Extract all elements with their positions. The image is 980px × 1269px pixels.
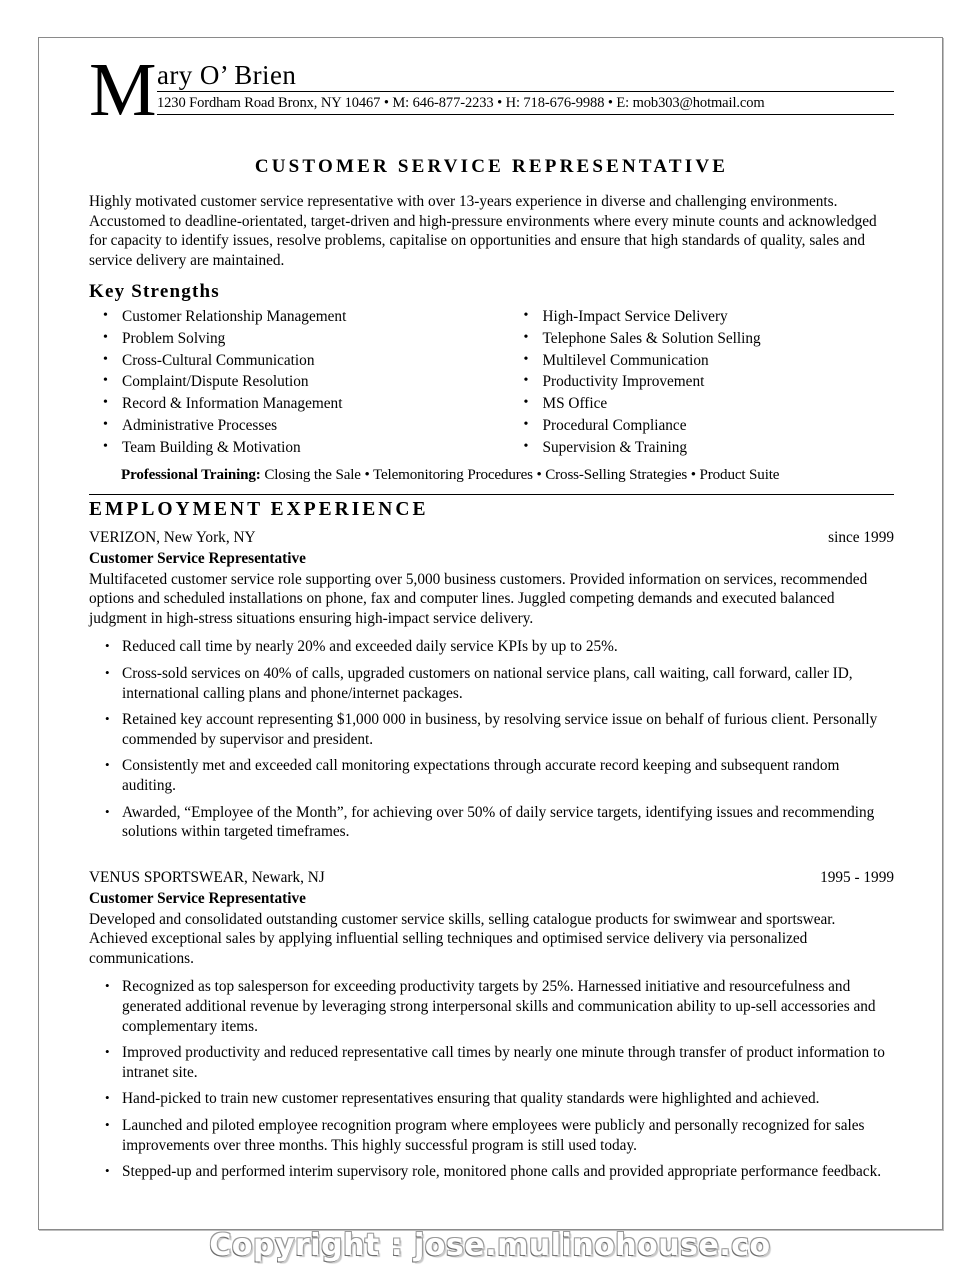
list-item: • Supervision & Training bbox=[510, 437, 895, 459]
employment-divider bbox=[89, 494, 894, 495]
list-item: • MS Office bbox=[510, 393, 895, 415]
job-title: Customer Service Representative bbox=[89, 549, 306, 567]
contact-divider bbox=[157, 114, 894, 115]
job-dates: 1995 - 1999 bbox=[820, 868, 894, 886]
resume-header bbox=[89, 48, 894, 142]
resume-content bbox=[89, 48, 894, 1189]
list-item: • Problem Solving bbox=[89, 328, 492, 350]
list-item: • Administrative Processes bbox=[89, 415, 492, 437]
job-dates: since 1999 bbox=[828, 528, 894, 546]
job-entry-verizon bbox=[89, 528, 894, 842]
professional-training-value: Closing the Sale • Telemonitoring Procedures • Cross-Selling Strategies • Product Suite bbox=[264, 466, 780, 483]
list-item: • Productivity Improvement bbox=[510, 371, 895, 393]
professional-summary: Highly motivated customer service representative with over 13-years experience in diverse and challenging environments. Accustomed to deadline-orientated, target-driven and high-pressure environments where every minute counts and acknowledged for capacity to identify issues, resolve problems, capitalise on opportunities and ensure that high standards of quality, sales and service delivery are maintained. bbox=[89, 193, 877, 269]
key-strengths-right-list bbox=[510, 306, 895, 459]
key-strengths-columns bbox=[89, 306, 894, 459]
list-item: • Procedural Compliance bbox=[510, 415, 895, 437]
job-company: VENUS SPORTSWEAR, Newark, NJ bbox=[89, 868, 325, 886]
list-item: • Recognized as top salesperson for exceeding productivity targets by 25%. Harnessed initiative and resourcefulness and generated additional revenue by leveraging strong interpersonal skills and communication ability to up-sell accessories and complementary items. bbox=[89, 977, 894, 1036]
contact-info: 1230 Fordham Road Bronx, NY 10467 • M: 646-877-2233 • H: 718-676-9988 • E: mob303@hotmail.com bbox=[157, 95, 765, 111]
job-header bbox=[89, 528, 894, 548]
list-item: • Improved productivity and reduced representative call times by nearly one minute through transfer of product information to intranet site. bbox=[89, 1043, 894, 1082]
copyright-watermark: Copyright : jose.mulinohouse.co bbox=[209, 1228, 771, 1263]
list-item: • Cross-Cultural Communication bbox=[89, 350, 492, 372]
professional-training-label: Professional Training: bbox=[121, 466, 261, 483]
resume-page bbox=[38, 37, 943, 1230]
job-achievements-list bbox=[89, 977, 894, 1181]
job-entry-venus-sportswear bbox=[89, 868, 894, 1182]
list-item: • Hand-picked to train new customer representatives ensuring that quality standards were highlighted and achieved. bbox=[89, 1089, 894, 1109]
job-header bbox=[89, 868, 894, 888]
key-strengths-left-list bbox=[89, 306, 492, 459]
list-item: • Retained key account representing $1,000 000 in business, by resolving service issue on behalf of furious client. Personally commended by supervisor and president. bbox=[89, 710, 894, 749]
name-dropcap: M bbox=[89, 48, 156, 132]
job-description: Developed and consolidated outstanding customer service skills, selling catalogue products for swimwear and sportswear. Achieved exceptional sales by applying influential selling techniques and optimised service delivery via personalized communications. bbox=[89, 910, 836, 967]
list-item: • Stepped-up and performed interim supervisory role, monitored phone calls and provided appropriate performance feedback. bbox=[89, 1162, 894, 1182]
list-item: • High-Impact Service Delivery bbox=[510, 306, 895, 328]
list-item: • Team Building & Motivation bbox=[89, 437, 492, 459]
employment-section-heading: EMPLOYMENT EXPERIENCE bbox=[89, 498, 429, 520]
list-item: • Complaint/Dispute Resolution bbox=[89, 371, 492, 393]
page-title: CUSTOMER SERVICE REPRESENTATIVE bbox=[254, 156, 729, 177]
list-item: • Record & Information Management bbox=[89, 393, 492, 415]
job-company: VERIZON, New York, NY bbox=[89, 528, 256, 546]
key-strengths-left-column bbox=[89, 306, 492, 459]
list-item: • Customer Relationship Management bbox=[89, 306, 492, 328]
job-title: Customer Service Representative bbox=[89, 889, 306, 907]
list-item: • Cross-sold services on 40% of calls, upgraded customers on national service plans, call waiting, call forward, caller ID, international calling plans and phone/internet packages. bbox=[89, 664, 894, 703]
job-achievements-list bbox=[89, 637, 894, 841]
list-item: • Launched and piloted employee recognition program where employees were publicly and personally recognized for sales improvements over three months. This highly successful program is still used today. bbox=[89, 1116, 894, 1155]
list-item: • Consistently met and exceeded call monitoring expectations through accurate record keeping and subsequent random auditing. bbox=[89, 756, 894, 795]
key-strengths-title: Key Strengths bbox=[89, 281, 220, 302]
professional-training bbox=[89, 465, 894, 485]
candidate-name: ary O’ Brien bbox=[157, 60, 297, 90]
list-item: • Telephone Sales & Solution Selling bbox=[510, 328, 895, 350]
list-item: • Multilevel Communication bbox=[510, 350, 895, 372]
job-description: Multifaceted customer service role supporting over 5,000 business customers. Provided information on services, recommended options and scheduled installations on phone, fax and computer lines. Juggled competing demands and executed balanced judgment in high-stress situations ensuring high-impact service delivery. bbox=[89, 570, 868, 627]
name-and-contact bbox=[157, 60, 894, 115]
key-strengths-right-column bbox=[492, 306, 895, 459]
list-item: • Awarded, “Employee of the Month”, for achieving over 50% of daily service targets, identifying issues and recommending solutions within targeted timeframes. bbox=[89, 803, 894, 842]
list-item: • Reduced call time by nearly 20% and exceeded daily service KPIs by up to 25%. bbox=[89, 637, 894, 657]
